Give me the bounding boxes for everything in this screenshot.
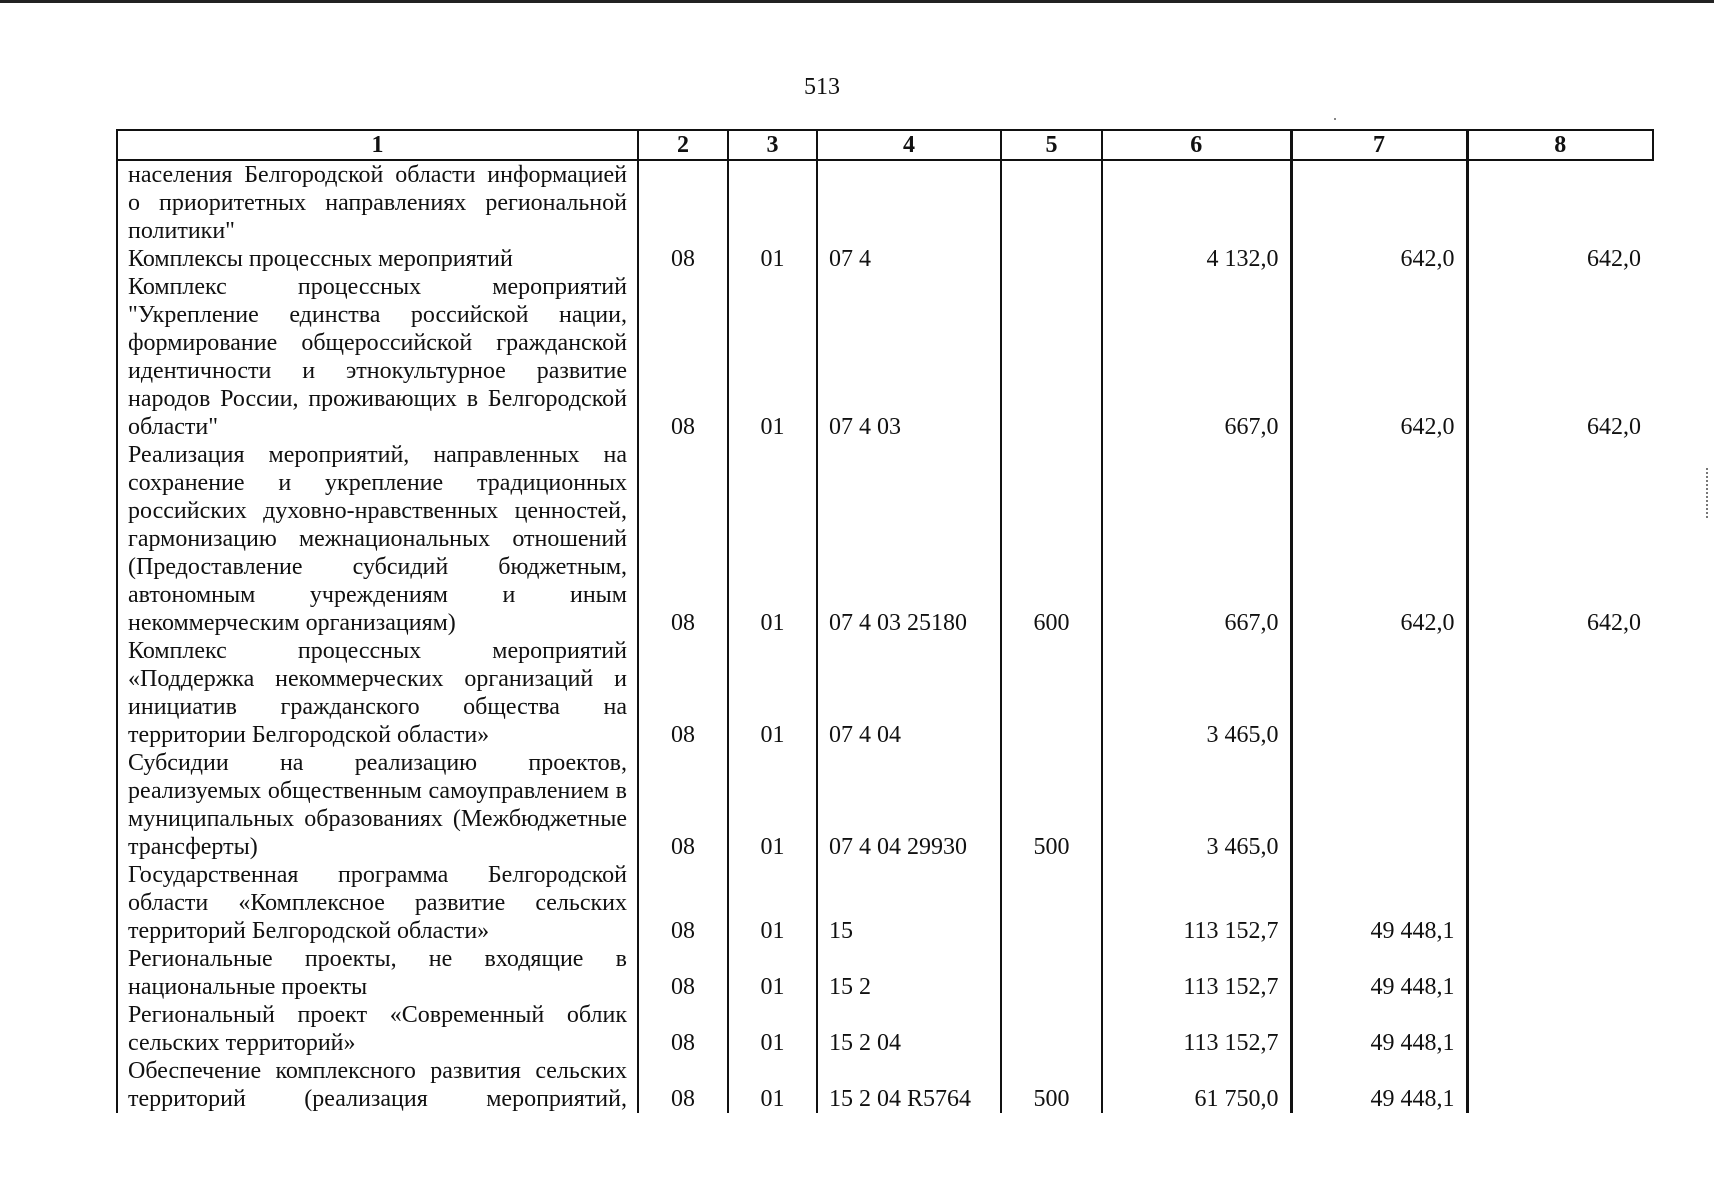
table-row (117, 861, 1653, 945)
row-target-article: 07 4 04 29930 (817, 749, 1001, 861)
table-row (117, 637, 1653, 749)
row-target-article: 07 4 04 (817, 637, 1001, 749)
row-subsection: 01 (728, 749, 817, 861)
top-border-line (0, 0, 1714, 3)
row-target-article: 07 4 (817, 245, 1001, 273)
row-amount-6 (1102, 160, 1291, 245)
scan-edge-mark (1706, 468, 1708, 520)
row-name: Комплексы процессных мероприятий (117, 245, 638, 273)
row-subsection: 01 (728, 245, 817, 273)
table-row (117, 945, 1653, 1001)
row-target-article: 07 4 03 25180 (817, 441, 1001, 637)
row-amount-7: 49 448,1 (1291, 1057, 1467, 1113)
table-row (117, 441, 1653, 637)
row-expense-type (1001, 160, 1102, 245)
row-name: Региональные проекты, не входящие в национальные проекты (117, 945, 638, 1001)
table-row (117, 273, 1653, 441)
row-subsection: 01 (728, 1057, 817, 1113)
row-subsection: 01 (728, 637, 817, 749)
row-section: 08 (638, 273, 728, 441)
row-expense-type (1001, 245, 1102, 273)
row-amount-7: 49 448,1 (1291, 861, 1467, 945)
row-section: 08 (638, 1057, 728, 1113)
page-number: 513 (804, 74, 840, 100)
row-section: 08 (638, 1001, 728, 1057)
row-amount-6: 667,0 (1102, 441, 1291, 637)
row-subsection: 01 (728, 945, 817, 1001)
scan-speck (1334, 118, 1336, 120)
row-amount-8 (1467, 945, 1653, 1001)
row-amount-7 (1291, 637, 1467, 749)
table-row (117, 749, 1653, 861)
budget-table (116, 129, 1654, 1113)
row-amount-6: 113 152,7 (1102, 945, 1291, 1001)
row-target-article: 15 2 (817, 945, 1001, 1001)
row-amount-6: 61 750,0 (1102, 1057, 1291, 1113)
row-amount-8 (1467, 749, 1653, 861)
row-amount-7: 49 448,1 (1291, 1001, 1467, 1057)
row-section: 08 (638, 637, 728, 749)
row-section: 08 (638, 861, 728, 945)
row-amount-6: 3 465,0 (1102, 749, 1291, 861)
row-expense-type (1001, 945, 1102, 1001)
row-expense-type (1001, 1001, 1102, 1057)
row-section (638, 160, 728, 245)
row-section: 08 (638, 749, 728, 861)
row-amount-7: 642,0 (1291, 245, 1467, 273)
row-section: 08 (638, 441, 728, 637)
row-expense-type: 600 (1001, 441, 1102, 637)
row-subsection: 01 (728, 273, 817, 441)
row-subsection: 01 (728, 441, 817, 637)
table-row (117, 245, 1653, 273)
row-amount-8: 642,0 (1467, 273, 1653, 441)
row-amount-8 (1467, 861, 1653, 945)
row-section: 08 (638, 245, 728, 273)
row-expense-type: 500 (1001, 1057, 1102, 1113)
row-name: Субсидии на реализацию проектов, реализуемых общественным самоуправлением в муниципальных образованиях (Межбюджетные трансферты) (117, 749, 638, 861)
row-expense-type (1001, 637, 1102, 749)
row-target-article: 07 4 03 (817, 273, 1001, 441)
row-subsection: 01 (728, 861, 817, 945)
row-amount-7: 642,0 (1291, 273, 1467, 441)
row-amount-8 (1467, 1001, 1653, 1057)
col-header-1: 1 (117, 130, 638, 160)
row-amount-8 (1467, 637, 1653, 749)
row-target-article: 15 2 04 R5764 (817, 1057, 1001, 1113)
row-amount-8 (1467, 1057, 1653, 1113)
table-row (117, 160, 1653, 245)
row-amount-7: 642,0 (1291, 441, 1467, 637)
row-expense-type (1001, 273, 1102, 441)
col-header-7: 7 (1291, 130, 1467, 160)
row-amount-8: 642,0 (1467, 245, 1653, 273)
row-amount-7 (1291, 160, 1467, 245)
row-name: Комплекс процессных мероприятий «Поддержка некоммерческих организаций и инициатив гражданского общества на территории Белгородской области» (117, 637, 638, 749)
row-amount-6: 3 465,0 (1102, 637, 1291, 749)
header-row (117, 130, 1653, 160)
col-header-2: 2 (638, 130, 728, 160)
col-header-6: 6 (1102, 130, 1291, 160)
row-amount-6: 667,0 (1102, 273, 1291, 441)
col-header-3: 3 (728, 130, 817, 160)
row-name: Региональный проект «Современный облик сельских территорий» (117, 1001, 638, 1057)
table-row (117, 1001, 1653, 1057)
row-target-article (817, 160, 1001, 245)
row-target-article: 15 (817, 861, 1001, 945)
row-section: 08 (638, 945, 728, 1001)
row-subsection: 01 (728, 1001, 817, 1057)
row-name: Обеспечение комплексного развития сельских территорий (реализация мероприятий, (117, 1057, 638, 1113)
row-amount-8 (1467, 160, 1653, 245)
col-header-8: 8 (1467, 130, 1653, 160)
row-expense-type: 500 (1001, 749, 1102, 861)
row-name: населения Белгородской области информацией о приоритетных направлениях региональной политики" (117, 160, 638, 245)
row-amount-7: 49 448,1 (1291, 945, 1467, 1001)
col-header-5: 5 (1001, 130, 1102, 160)
col-header-4: 4 (817, 130, 1001, 160)
table-row (117, 1057, 1653, 1113)
row-name: Комплекс процессных мероприятий "Укрепление единства российской нации, формирование общероссийской гражданской идентичности и этнокультурное развитие народов России, проживающих в Белгородской области" (117, 273, 638, 441)
row-name: Реализация мероприятий, направленных на сохранение и укрепление традиционных российских духовно-нравственных ценностей, гармонизацию межнациональных отношений (Предоставление субсидий бюджетным, автономным учреждениям и иным некоммерческим организациям) (117, 441, 638, 637)
row-amount-7 (1291, 749, 1467, 861)
row-amount-8: 642,0 (1467, 441, 1653, 637)
row-amount-6: 113 152,7 (1102, 861, 1291, 945)
row-subsection (728, 160, 817, 245)
row-target-article: 15 2 04 (817, 1001, 1001, 1057)
row-amount-6: 113 152,7 (1102, 1001, 1291, 1057)
row-name: Государственная программа Белгородской области «Комплексное развитие сельских территорий Белгородской области» (117, 861, 638, 945)
row-expense-type (1001, 861, 1102, 945)
row-amount-6: 4 132,0 (1102, 245, 1291, 273)
